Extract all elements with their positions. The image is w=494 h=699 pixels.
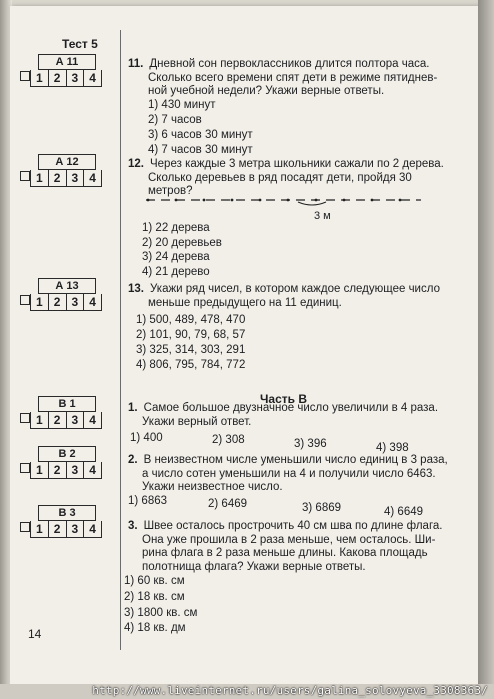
answer-box-b1	[30, 396, 102, 429]
option-3[interactable]: 3) 325, 314, 303, 291	[136, 344, 246, 356]
checkbox[interactable]	[20, 71, 30, 81]
question-text-line: а число сотен уменьшили на 4 и получили число 6463.	[142, 467, 436, 480]
answer-choice-1[interactable]: 1	[36, 295, 43, 309]
option-3[interactable]: 3) 6 часов 30 минут	[148, 129, 253, 141]
option-2[interactable]: 2) 6469	[208, 498, 248, 510]
answer-choice-1[interactable]: 1	[36, 413, 43, 427]
option-4[interactable]: 4) 398	[376, 442, 409, 454]
option-4[interactable]: 4) 7 часов 30 минут	[148, 144, 253, 156]
answer-box-a12	[30, 154, 102, 187]
distance-label: 3 м	[314, 210, 331, 222]
option-3[interactable]: 3) 396	[294, 438, 327, 450]
question-b3	[128, 520, 458, 574]
question-text-line: Швее осталось прострочить 40 см шва по длине флага.	[143, 520, 443, 532]
option-4[interactable]: 4) 18 кв. дм	[124, 622, 186, 634]
checkbox[interactable]	[20, 295, 30, 305]
question-text-line: Сколько деревьев в ряд посадят дети, пройдя 30 метров?	[148, 171, 412, 198]
question-11	[128, 58, 458, 99]
answer-choice-2[interactable]: 2	[48, 462, 66, 478]
tree-row-diagram	[146, 190, 446, 206]
question-number: 13.	[128, 283, 144, 295]
option-1[interactable]: 1) 500, 489, 478, 470	[136, 314, 246, 326]
option-4[interactable]: 4) 21 дерево	[142, 266, 210, 278]
answer-choice-4[interactable]: 4	[83, 521, 101, 537]
question-number: 1.	[128, 402, 138, 414]
question-b1	[128, 402, 458, 429]
answer-choice-1[interactable]: 1	[36, 71, 43, 85]
answer-choice-3[interactable]: 3	[66, 521, 84, 537]
question-number: 3.	[128, 520, 138, 532]
answer-choice-1[interactable]: 1	[36, 522, 43, 536]
page-number: 14	[28, 627, 42, 641]
option-2[interactable]: 2) 308	[212, 434, 245, 446]
checkbox[interactable]	[20, 463, 30, 473]
option-1[interactable]: 1) 6863	[128, 495, 168, 507]
answer-choice-2[interactable]: 2	[48, 70, 66, 86]
question-text-line: Укажи неизвестное число.	[142, 481, 283, 494]
answer-box-code: В 3	[38, 505, 96, 521]
question-b2	[128, 454, 458, 495]
option-3[interactable]: 3) 6869	[302, 502, 342, 514]
answer-choice-2[interactable]: 2	[48, 170, 66, 186]
question-text-line: Укажи верный ответ.	[142, 415, 252, 428]
question-text-line: В неизвестном числе уменьшили число единиц в 3 раза,	[143, 454, 448, 466]
option-2[interactable]: 2) 20 деревьев	[142, 237, 222, 249]
option-3[interactable]: 3) 1800 кв. см	[124, 607, 198, 619]
question-text-line: Укажи ряд чисел, в котором каждое следующее число	[150, 283, 440, 295]
checkbox[interactable]	[20, 522, 30, 532]
answer-choice-3[interactable]: 3	[66, 70, 84, 86]
answer-choice-2[interactable]: 2	[48, 294, 66, 310]
option-2[interactable]: 2) 18 кв. см	[124, 591, 185, 603]
answer-choice-4[interactable]: 4	[83, 70, 101, 86]
answer-box-code: А 11	[38, 54, 96, 70]
question-number: 11.	[128, 58, 144, 70]
answer-choice-3[interactable]: 3	[66, 412, 84, 428]
option-1[interactable]: 1) 400	[130, 432, 163, 444]
answer-choice-4[interactable]: 4	[83, 294, 101, 310]
option-1[interactable]: 1) 60 кв. см	[124, 575, 185, 587]
answer-choice-3[interactable]: 3	[66, 462, 84, 478]
part-b-title: Часть В	[260, 392, 308, 406]
margin-divider	[120, 30, 121, 650]
question-number: 12.	[128, 158, 144, 170]
option-4[interactable]: 4) 6649	[384, 506, 424, 518]
question-text-line: Самое большое двузначное число увеличили в 4 раза.	[143, 402, 439, 414]
answer-choice-1[interactable]: 1	[36, 463, 43, 477]
answer-box-code: А 12	[38, 154, 96, 170]
answer-choice-2[interactable]: 2	[48, 412, 66, 428]
checkbox[interactable]	[20, 413, 30, 423]
question-text-line: Сколько всего времени спят дети в режиме пятиднев-	[148, 71, 438, 84]
question-text-line: Через каждые 3 метра школьники сажали по 2 дерева.	[150, 158, 444, 170]
answer-box-a11	[30, 54, 102, 87]
question-text-line: ной учебной недели? Укажи верные ответы.	[148, 85, 385, 98]
answer-choice-4[interactable]: 4	[83, 462, 101, 478]
question-13	[128, 283, 458, 310]
answer-box-code: А 13	[38, 278, 96, 294]
checkbox[interactable]	[20, 171, 30, 181]
option-1[interactable]: 1) 430 минут	[148, 99, 216, 111]
option-4[interactable]: 4) 806, 795, 784, 772	[136, 359, 246, 371]
question-text-line: Она уже прошила в 2 раза меньше, чем осталось. Ши-	[142, 533, 436, 546]
question-text-line: меньше предыдущего на 11 единиц.	[148, 296, 342, 309]
test-title: Тест 5	[62, 37, 98, 51]
option-2[interactable]: 2) 7 часов	[148, 114, 202, 126]
answer-box-code: В 2	[38, 446, 96, 462]
answer-choice-2[interactable]: 2	[48, 521, 66, 537]
option-3[interactable]: 3) 24 дерева	[142, 251, 210, 263]
option-2[interactable]: 2) 101, 90, 79, 68, 57	[136, 329, 246, 341]
answer-choice-1[interactable]: 1	[36, 171, 43, 185]
answer-box-code: В 1	[38, 396, 96, 412]
question-text-line: Дневной сон первоклассников длится полтора часа.	[149, 58, 430, 70]
answer-box-a13	[30, 278, 102, 311]
answer-box-b2	[30, 446, 102, 479]
answer-choice-4[interactable]: 4	[83, 170, 101, 186]
question-text-line: рина флага в 2 раза меньше длины. Какова площадь	[142, 547, 428, 560]
question-text-line: полотнища флага? Укажи верные ответы.	[142, 560, 366, 573]
source-url[interactable]: http://www.liveinternet.ru/users/galina_solovyeva_3308363/	[92, 684, 488, 697]
question-number: 2.	[128, 454, 138, 466]
answer-choice-3[interactable]: 3	[66, 170, 84, 186]
next-page-edge	[478, 0, 494, 699]
option-1[interactable]: 1) 22 дерева	[142, 222, 210, 234]
answer-box-b3	[30, 505, 102, 538]
answer-choice-4[interactable]: 4	[83, 412, 101, 428]
answer-choice-3[interactable]: 3	[66, 294, 84, 310]
